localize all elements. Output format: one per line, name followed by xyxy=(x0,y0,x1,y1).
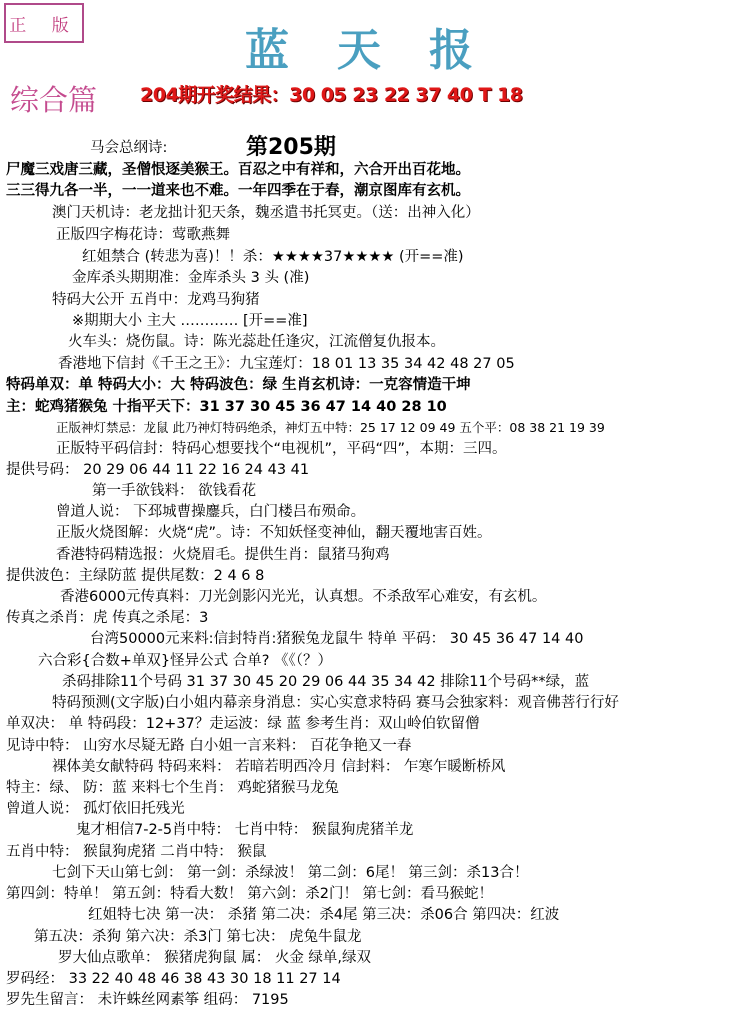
text-line: 香港地下信封《千王之王》：九宝莲灯：18 01 13 35 34 42 48 27 05 xyxy=(58,356,515,372)
text-line: 罗码经： 33 22 40 48 46 38 43 30 18 11 27 14 xyxy=(6,971,341,987)
text-line: 提供号码： 20 29 06 44 11 22 16 24 43 41 xyxy=(6,462,310,478)
text-line: 香港特码精选报：火烧眉毛。提供生肖：鼠猪马狗鸡 xyxy=(56,547,390,563)
text-line: 杀码排除11个号码 31 37 30 45 20 29 06 44 35 34 42 排除11个号码**绿，蓝 xyxy=(62,674,590,690)
text-line: 火车头：烧伤鼠。诗：陈光蕊赴任逢灾，江流僧复仇报本。 xyxy=(68,334,445,350)
text-line: 第四剑：特单！ 第五剑：特看大数！ 第六剑：杀2门！ 第七剑：看马猴蛇！ xyxy=(6,886,494,902)
text-line: 三三得九各一半，一一道来也不难。一年四季在于春，潮京图库有玄机。 xyxy=(6,183,470,199)
text-line: 五肖中特： 猴鼠狗虎猪 二肖中特： 猴鼠 xyxy=(6,844,267,860)
text-line: 正版特平码信封：特码心想要找个“电视机”，平码“四”，本期：三四。 xyxy=(56,441,507,457)
text-line: 正版神灯禁忌：龙鼠 此乃神灯特码绝杀，神灯五中特：25 17 12 09 49 五个平：08 38 21 19 39 xyxy=(56,420,605,435)
text-line: 六合彩{合数+单双}怪异公式 合单? 《《（？） xyxy=(38,653,333,669)
text-line: 第五决：杀狗 第六决：杀3门 第七决： 虎兔牛鼠龙 xyxy=(34,929,362,945)
issue-number: 第205期 xyxy=(246,135,336,160)
text-line: 主：蛇鸡猪猴兔 十指平天下：31 37 30 45 36 47 14 40 28 10 xyxy=(6,399,447,415)
text-line: 特码预测(文字版)白小姐内幕亲身消息：实心实意求特码 赛马会独家料：观音佛菩行行好 xyxy=(52,695,619,711)
text-line: 曾道人说： 孤灯依旧托残光 xyxy=(6,801,185,817)
masthead-title: 蓝天报 xyxy=(245,25,521,76)
text-line: 罗大仙点歌单： 猴猪虎狗鼠 属： 火金 绿单,绿双 xyxy=(58,950,372,966)
text-line: ※期期大小 主大 ………… [开==准] xyxy=(72,313,308,329)
text-line: 马会总纲诗: xyxy=(90,140,168,156)
text-line: 红姐禁合 (转悲为喜)！！杀：★★★★37★★★★ (开==准) xyxy=(82,249,464,265)
text-line: 台湾50000元来料:信封特肖:猪猴兔龙鼠牛 特单 平码： 30 45 36 47 14 40 xyxy=(90,631,584,647)
text-line: 裸体美女献特码 特码来料： 若暗若明西冷月 信封料： 乍寒乍暖断桥风 xyxy=(52,759,506,775)
text-line: 曾道人说： 下邳城曹操鏖兵，白门楼吕布殒命。 xyxy=(56,504,366,520)
section-title: 综合篇 xyxy=(10,83,98,117)
text-line: 鬼才相信7-2-5肖中特： 七肖中特： 猴鼠狗虎猪羊龙 xyxy=(76,822,414,838)
text-line: 传真之杀肖：虎 传真之杀尾：3 xyxy=(6,610,209,626)
draw-result: 204期开奖结果：30 05 23 22 37 40 T 18 xyxy=(140,84,523,106)
text-line: 香港6000元传真料：刀光剑影闪光光，认真想。不杀敌军心难安，有玄机。 xyxy=(60,589,547,605)
text-line: 红姐特七决 第一决： 杀猪 第二决：杀4尾 第三决：杀06合 第四决：红波 xyxy=(88,907,560,923)
text-line: 特码单双：单 特码大小：大 特码波色：绿 生肖玄机诗：一克容情造干坤 xyxy=(6,377,471,393)
text-line: 尸魔三戏唐三藏，圣僧恨逐美猴王。百忍之中有祥和，六合开出百花地。 xyxy=(6,162,470,178)
text-line: 七剑下天山第七剑： 第一剑：杀绿波！ 第二剑：6尾！ 第三剑：杀13合！ xyxy=(52,865,529,881)
text-line: 罗先生留言： 未许蛛丝网素筝 组码： 7195 xyxy=(6,992,289,1008)
genuine-badge: 正 版 xyxy=(4,3,84,43)
text-line: 特码大公开 五肖中：龙鸡马狗猪 xyxy=(52,292,260,308)
text-line: 正版火烧图解：火烧“虎”。诗：不知妖怪变神仙，翻天覆地害百姓。 xyxy=(56,525,492,541)
text-line: 澳门天机诗：老龙拙计犯天条，魏丞遣书托冥吏。（送：出神入化） xyxy=(52,205,480,221)
text-line: 提供波色：主绿防蓝 提供尾数：2 4 6 8 xyxy=(6,568,265,584)
text-line: 见诗中特： 山穷水尽疑无路 白小姐一言来料： 百花争艳又一春 xyxy=(6,738,412,754)
text-line: 特主：绿、 防：蓝 来料七个生肖： 鸡蛇猪猴马龙兔 xyxy=(6,780,339,796)
text-line: 金库杀头期期准：金库杀头 3 头 (准) xyxy=(72,270,310,286)
text-line: 第一手欲钱料： 欲钱看花 xyxy=(92,483,257,499)
text-line: 正版四字梅花诗：莺歌燕舞 xyxy=(56,227,230,243)
text-line: 单双决： 单 特码段：12+37？走运波：绿 蓝 参考生肖：双山岭伯钦留僧 xyxy=(6,716,480,732)
